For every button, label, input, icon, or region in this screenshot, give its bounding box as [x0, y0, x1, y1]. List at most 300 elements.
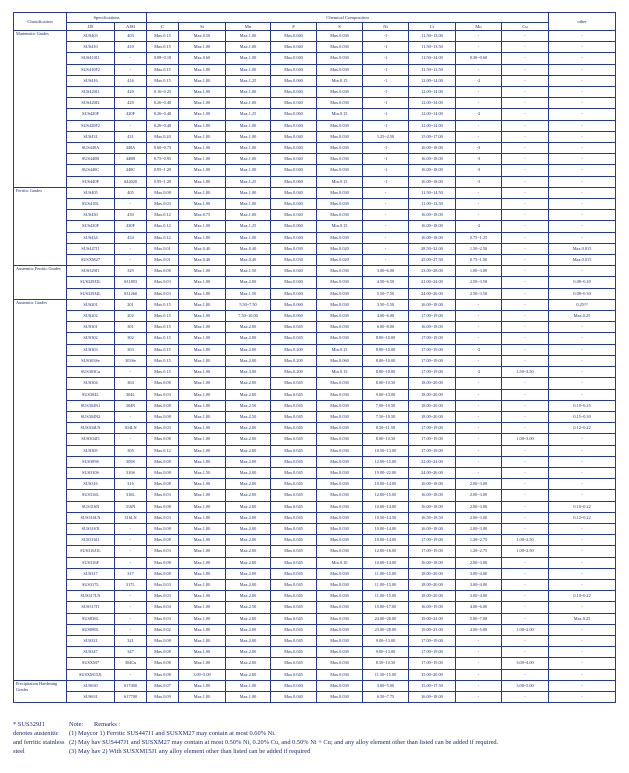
value-cell: 3.00~5.00 [179, 669, 226, 680]
value-cell: 9.00~13.00 [363, 635, 409, 646]
value-cell: - [549, 64, 616, 75]
value-cell: 8.50~11.50 [363, 423, 409, 434]
value-cell: Max.2.00 [226, 658, 271, 669]
value-cell: Max.0.030 [317, 591, 363, 602]
value-cell: Max.1.00 [179, 445, 226, 456]
value-cell: Max.2.00 [226, 434, 271, 445]
value-cell: 12.00~16.00 [363, 546, 409, 557]
value-cell: - [549, 187, 616, 198]
column-header: Si [179, 23, 226, 31]
value-cell: Max.1.00 [179, 602, 226, 613]
value-cell: Max.1.00 [179, 266, 226, 277]
value-cell: 17.00~19.00 [409, 355, 456, 366]
value-cell: - [549, 131, 616, 142]
value-cell: 1.00~2.00 [502, 624, 549, 635]
value-cell: Max.0.25 [549, 311, 616, 322]
value-cell: 19.00~24.00 [409, 613, 456, 624]
value-cell: Max.0.040 [271, 42, 317, 53]
value-cell: 16.00~18.00 [409, 523, 456, 534]
value-cell: - [115, 243, 147, 254]
value-cell: - [456, 400, 502, 411]
table-row [14, 266, 616, 277]
column-header: Ni [363, 23, 409, 31]
value-cell: Max.0.045 [271, 490, 317, 501]
value-cell: 0.95~1.20 [147, 176, 179, 187]
value-cell: - [549, 266, 616, 277]
value-cell: Max.1.00 [179, 277, 226, 288]
value-cell: Max.0.030 [317, 635, 363, 646]
table-row [14, 557, 616, 568]
value-cell: 16.00~18.00 [409, 154, 456, 165]
table-row [14, 512, 616, 523]
grade-cell: SUS305 [67, 445, 115, 456]
value-cell: Max.0.030 [317, 288, 363, 299]
value-cell: - [115, 255, 147, 266]
classification-cell: Precipitation Hardening Grades [14, 680, 67, 702]
value-cell: 316N [115, 501, 147, 512]
value-cell: Max.1.00 [226, 199, 271, 210]
value-cell: Max.0.045 [271, 400, 317, 411]
value-cell: - [502, 210, 549, 221]
value-cell: - [549, 165, 616, 176]
value-cell: 3.50~5.50 [363, 299, 409, 310]
value-cell: Max.0.045 [271, 635, 317, 646]
value-cell: 0.08~0.20 [549, 277, 616, 288]
value-cell: Max.1.00 [179, 680, 226, 691]
value-cell: - [456, 434, 502, 445]
value-cell: - [502, 501, 549, 512]
value-cell: 403 [115, 31, 147, 42]
grade-cell: SUS329J3L [67, 277, 115, 288]
value-cell: Max.1.00 [179, 400, 226, 411]
value-cell: - [502, 266, 549, 277]
value-cell: - [115, 546, 147, 557]
value-cell: - [456, 64, 502, 75]
grade-cell: SUS347 [67, 647, 115, 658]
value-cell: 17.00~19.00 [409, 311, 456, 322]
grade-cell: SUSXM27 [67, 255, 115, 266]
value-cell: Max.1.00 [179, 635, 226, 646]
value-cell: Max.0.040 [271, 288, 317, 299]
value-cell: 1.00~2.50 [502, 535, 549, 546]
value-cell: - [115, 367, 147, 378]
value-cell: - [549, 75, 616, 86]
value-cell: 301 [115, 322, 147, 333]
value-cell: Max.0.030 [317, 277, 363, 288]
value-cell: Max.0.030 [271, 243, 317, 254]
value-cell: Max.0.030 [317, 579, 363, 590]
value-cell: 10.00~14.00 [363, 535, 409, 546]
value-cell: 8.00~10.00 [363, 344, 409, 355]
column-header: Mo [456, 23, 502, 31]
value-cell: Max.0.040 [271, 154, 317, 165]
grade-cell: SUS431 [67, 131, 115, 142]
value-cell: Max.1.00 [179, 613, 226, 624]
value-cell: 8.00~10.00 [363, 333, 409, 344]
value-cell: Max.0.045 [271, 434, 317, 445]
value-cell: 16.00~18.00 [409, 501, 456, 512]
value-cell: Max.1.00 [179, 535, 226, 546]
value-cell: -1 [363, 109, 409, 120]
value-cell: - [502, 75, 549, 86]
value-cell: Max.0.030 [317, 299, 363, 310]
value-cell: Max.0.030 [317, 389, 363, 400]
value-cell: -2 [456, 75, 502, 86]
grade-cell: SUSXM15J1 [67, 669, 115, 680]
value-cell: Max.2.00 [226, 389, 271, 400]
value-cell: Max.0.045 [271, 591, 317, 602]
grade-cell: SUS447J1 [67, 243, 115, 254]
value-cell: Max.3.00 [226, 367, 271, 378]
value-cell: - [549, 680, 616, 691]
value-cell: Min.0.15 [317, 367, 363, 378]
grade-cell: SUS316 [67, 479, 115, 490]
value-cell: 0.25?? [549, 299, 616, 310]
value-cell: 9.00~13.00 [363, 389, 409, 400]
value-cell: Max.1.00 [179, 165, 226, 176]
value-cell: Max.1.00 [179, 131, 226, 142]
value-cell: 16.00~18.00 [409, 299, 456, 310]
value-cell: - [363, 210, 409, 221]
column-header: Mn [226, 23, 271, 31]
value-cell: Max.0.060 [271, 75, 317, 86]
value-cell: 17.00~19.00 [409, 445, 456, 456]
value-cell: Max.0.040 [271, 165, 317, 176]
value-cell: Max.0.030 [317, 87, 363, 98]
grade-cell: SUS329J4L [67, 288, 115, 299]
value-cell: 304N [115, 400, 147, 411]
value-cell: Max.0.045 [271, 647, 317, 658]
value-cell: 2.00~3.00 [456, 512, 502, 523]
table-row [14, 523, 616, 534]
value-cell: 12.00~14.00 [409, 75, 456, 86]
table-row [14, 344, 616, 355]
value-cell: - [115, 120, 147, 131]
value-cell: Max.0.08 [147, 568, 179, 579]
value-cell: 7.50~10.00 [226, 311, 271, 322]
value-cell: Max.0.08 [147, 456, 179, 467]
value-cell: - [502, 154, 549, 165]
value-cell: - [456, 355, 502, 366]
grade-cell: SUS420J2 [67, 98, 115, 109]
grade-cell: SUS303 [67, 344, 115, 355]
value-cell: Max.1.00 [226, 187, 271, 198]
value-cell: Max.0.030 [317, 64, 363, 75]
value-cell: 0.26~0.40 [147, 98, 179, 109]
table-row [14, 333, 616, 344]
value-cell: - [549, 87, 616, 98]
value-cell: Max.0.030 [317, 434, 363, 445]
table-row [14, 658, 616, 669]
grade-cell: SUS410J1 [67, 53, 115, 64]
table-row [14, 591, 616, 602]
value-cell: 2.00~3.00 [456, 557, 502, 568]
value-cell: Max.2.00 [226, 591, 271, 602]
value-cell: Max.0.040 [271, 199, 317, 210]
value-cell: Max.0.03 [147, 277, 179, 288]
value-cell: 440B [115, 154, 147, 165]
value-cell: Max.0.040 [271, 143, 317, 154]
value-cell: - [456, 87, 502, 98]
value-cell: - [549, 31, 616, 42]
value-cell: Max.0.030 [317, 210, 363, 221]
value-cell: - [549, 53, 616, 64]
value-cell: -1 [363, 31, 409, 42]
value-cell: 22.00~24.00 [409, 456, 456, 467]
value-cell: - [502, 299, 549, 310]
value-cell: - [502, 243, 549, 254]
grade-cell: SUS430 [67, 210, 115, 221]
value-cell: 2.00~3.00 [456, 479, 502, 490]
value-cell: Min.0.15 [317, 221, 363, 232]
value-cell: - [115, 411, 147, 422]
value-cell: 10.50~14.50 [363, 512, 409, 523]
value-cell: 4.50~6.50 [363, 277, 409, 288]
value-cell: - [549, 479, 616, 490]
grade-cell: SUS316LN [67, 512, 115, 523]
value-cell: Max.0.060 [271, 221, 317, 232]
value-cell: Max.1.00 [226, 232, 271, 243]
table-row [14, 31, 616, 42]
value-cell: -2 [456, 344, 502, 355]
value-cell: - [502, 490, 549, 501]
value-cell: 17.00~19.00 [409, 344, 456, 355]
value-cell: - [502, 53, 549, 64]
value-cell: 15.00~17.00 [363, 602, 409, 613]
value-cell: Max.0.15 [147, 299, 179, 310]
table-row [14, 367, 616, 378]
value-cell: Max.0.045 [271, 467, 317, 478]
value-cell: Max.2.50 [226, 400, 271, 411]
value-cell: Max.0.15 [147, 75, 179, 86]
value-cell: 17.00~19.00 [409, 333, 456, 344]
value-cell: Max.0.045 [271, 624, 317, 635]
table-row [14, 456, 616, 467]
value-cell: - [456, 669, 502, 680]
table-row [14, 467, 616, 478]
value-cell: 4.00~6.00 [456, 602, 502, 613]
table-row [14, 647, 616, 658]
value-cell: Max.0.040 [271, 680, 317, 691]
value-cell: - [456, 299, 502, 310]
value-cell: 0.08~0.30 [549, 288, 616, 299]
table-row [14, 680, 616, 691]
value-cell: Max.2.00 [226, 669, 271, 680]
value-cell: Max.0.045 [271, 322, 317, 333]
value-cell: - [549, 523, 616, 534]
value-cell: - [456, 467, 502, 478]
value-cell: 21.00~24.00 [409, 277, 456, 288]
value-cell: - [502, 523, 549, 534]
value-cell: 316L [115, 490, 147, 501]
value-cell: 310S [115, 467, 147, 478]
value-cell: 17.00~19.00 [409, 658, 456, 669]
value-cell: Max.0.045 [271, 389, 317, 400]
value-cell: Max.2.00 [226, 333, 271, 344]
value-cell: 17.00~19.00 [409, 367, 456, 378]
value-cell: - [549, 210, 616, 221]
value-cell: Max.0.60 [179, 53, 226, 64]
value-cell: Max.2.00 [226, 613, 271, 624]
value-cell: - [115, 613, 147, 624]
value-cell: Max.0.08 [147, 266, 179, 277]
value-cell: Max.0.030 [317, 523, 363, 534]
value-cell: - [549, 602, 616, 613]
value-cell: - [456, 322, 502, 333]
value-cell: Max.0.08 [147, 378, 179, 389]
value-cell: Max.1.00 [226, 165, 271, 176]
value-cell: Max.0.060 [271, 109, 317, 120]
value-cell: Max.1.00 [226, 691, 271, 702]
value-cell: - [549, 221, 616, 232]
value-cell: Max.0.045 [271, 523, 317, 534]
value-cell: 0.95~1.20 [147, 165, 179, 176]
value-cell: Max.0.20 [147, 131, 179, 142]
value-cell: Max.0.15 [147, 355, 179, 366]
table-row [14, 143, 616, 154]
value-cell: 431 [115, 131, 147, 142]
table-row [14, 109, 616, 120]
value-cell: - [502, 87, 549, 98]
value-cell: - [502, 120, 549, 131]
value-cell: Max.1.00 [179, 344, 226, 355]
value-cell: 2.00~3.00 [456, 490, 502, 501]
value-cell: Max.0.40 [226, 243, 271, 254]
value-cell: - [502, 131, 549, 142]
value-cell: Max.1.00 [179, 288, 226, 299]
value-cell: - [549, 647, 616, 658]
value-cell: - [549, 635, 616, 646]
grade-cell: SUS440F [67, 176, 115, 187]
value-cell: -1 [363, 42, 409, 53]
value-cell: - [502, 64, 549, 75]
value-cell: Max.0.040 [271, 232, 317, 243]
grade-cell: SUS434 [67, 232, 115, 243]
value-cell: Max.1.00 [226, 120, 271, 131]
table-row [14, 299, 616, 310]
value-cell: Max.0.030 [317, 669, 363, 680]
value-cell: Max.0.08 [147, 479, 179, 490]
value-cell: Max.0.03 [147, 591, 179, 602]
value-cell: Max.1.00 [226, 31, 271, 42]
grade-cell: SUS321 [67, 635, 115, 646]
value-cell: 0.26~0.40 [147, 109, 179, 120]
column-header: C [147, 23, 179, 31]
value-cell: - [549, 42, 616, 53]
value-cell: 0.15~0.30 [549, 411, 616, 422]
value-cell: Max.0.12 [147, 445, 179, 456]
value-cell: 329 [115, 266, 147, 277]
table-row [14, 613, 616, 624]
grade-cell: SUS304N1 [67, 400, 115, 411]
value-cell: Max.2.00 [226, 535, 271, 546]
value-cell: - [456, 131, 502, 142]
value-cell: - [502, 456, 549, 467]
value-cell: - [456, 311, 502, 322]
value-cell: Max.0.045 [271, 546, 317, 557]
value-cell: Max.0.03 [147, 490, 179, 501]
value-cell: Max.2.00 [226, 557, 271, 568]
value-cell: Max.2.00 [226, 479, 271, 490]
value-cell: 25.00~27.50 [409, 255, 456, 266]
value-cell: Max.2.00 [226, 635, 271, 646]
value-cell: - [549, 333, 616, 344]
value-cell: - [456, 445, 502, 456]
value-cell: Max.2.00 [226, 456, 271, 467]
value-cell: -1 [363, 176, 409, 187]
classification-cell: Martensitic Grades [14, 31, 67, 188]
value-cell: Max.0.030 [271, 255, 317, 266]
value-cell: Max.1.25 [226, 75, 271, 86]
value-cell: - [502, 613, 549, 624]
value-cell: - [549, 456, 616, 467]
value-cell: - [502, 557, 549, 568]
value-cell: 12.00~14.00 [409, 120, 456, 131]
value-cell: Max.0.200 [271, 344, 317, 355]
value-cell: S44020 [115, 176, 147, 187]
value-cell: Max.0.030 [317, 42, 363, 53]
value-cell: 18.00~20.00 [409, 400, 456, 411]
value-cell: Max.1.00 [179, 501, 226, 512]
value-cell: - [502, 579, 549, 590]
value-cell: 8.00~10.00 [363, 355, 409, 366]
value-cell: - [502, 277, 549, 288]
value-cell: - [549, 109, 616, 120]
value-cell: -1 [363, 154, 409, 165]
value-cell: - [549, 154, 616, 165]
value-cell: -1 [363, 120, 409, 131]
value-cell: Max.0.030 [317, 199, 363, 210]
grade-cell: SUS836L [67, 613, 115, 624]
table-row [14, 187, 616, 198]
value-cell: Max.2.00 [226, 322, 271, 333]
value-cell: Max.0.030 [317, 479, 363, 490]
table-row [14, 221, 616, 232]
value-cell: 3.00~4.00 [502, 658, 549, 669]
table-row [14, 378, 616, 389]
value-cell: 305 [115, 445, 147, 456]
grade-cell: SUS403 [67, 31, 115, 42]
value-cell: Max.2.00 [226, 423, 271, 434]
grade-cell: SUS303Se [67, 355, 115, 366]
composition-header: Chemical Composition [147, 13, 549, 23]
value-cell: -2 [456, 109, 502, 120]
value-cell: 440C [115, 165, 147, 176]
value-cell: 19.00~23.00 [409, 624, 456, 635]
value-cell: Max.0.030 [317, 400, 363, 411]
value-cell: S17700 [115, 691, 147, 702]
table-row [14, 243, 616, 254]
grade-cell: SUS440B [67, 154, 115, 165]
value-cell: - [115, 434, 147, 445]
value-cell: -1 [363, 87, 409, 98]
value-cell: Max.0.040 [271, 266, 317, 277]
table-row [14, 98, 616, 109]
value-cell: Max.0.030 [317, 31, 363, 42]
value-cell: Max.1.00 [179, 120, 226, 131]
value-cell: - [115, 591, 147, 602]
value-cell: - [549, 355, 616, 366]
grade-cell: SUS304 [67, 378, 115, 389]
value-cell: Max.0.030 [317, 131, 363, 142]
value-cell: -3 [456, 165, 502, 176]
value-cell: Max.1.00 [179, 87, 226, 98]
value-cell: Max.0.040 [271, 187, 317, 198]
value-cell: Max.1.00 [226, 87, 271, 98]
value-cell: Max.1.00 [179, 109, 226, 120]
value-cell: -3 [456, 176, 502, 187]
value-cell: Max.0.15 [147, 311, 179, 322]
